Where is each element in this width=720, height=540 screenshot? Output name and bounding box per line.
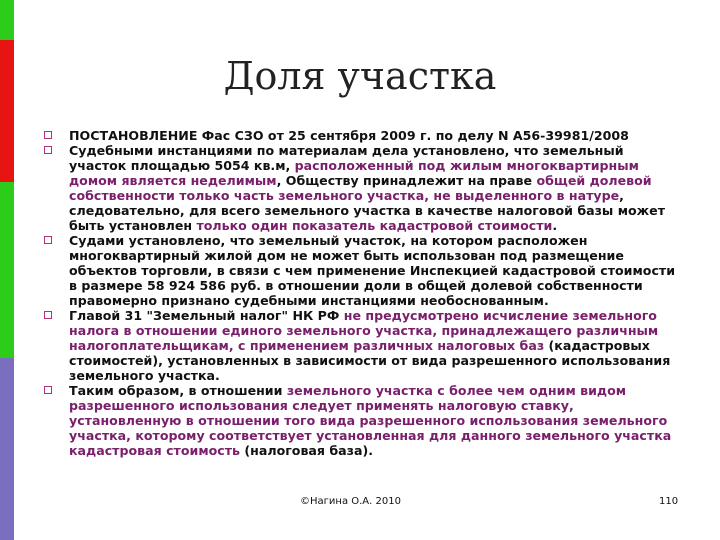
page-number: 110 [659,496,679,507]
body-text: ПОСТАНОВЛЕНИЕ Фас СЗО от 25 сентября 2009 г. по делу N А56-39981/2008 [69,128,629,143]
square-bullet-icon [44,236,52,244]
body-text: Судами установлено, что земельный участок, на котором расположен многоквартирный жилой дом не может быть использован под размещение объектов торговли, в связи с чем применение Инспекцией кадастровой стоимости в размере 58 924 586 руб. в отношении доли в общей долевой собственности правомерно признано судебными инстанциями необоснованным. [69,233,676,308]
body-text: (кадастровых стоимостей), установленных в зависимости от вида разрешенного использования земельного участка. [69,338,671,383]
body-text: Таким образом, в отношении [69,383,287,398]
body-text: Главой 31 "Земельный налог" НК РФ [69,308,344,323]
square-bullet-icon [44,311,52,319]
highlighted-text: расположенный под жилым многоквартирным домом является неделимым [69,158,639,188]
left-bar-purple [0,358,14,540]
body-text: . [552,218,558,233]
highlighted-text: земельного участка с более чем одним видом разрешенного использования следует применять налоговую ставку, установленную в отношении того вида разрешенного использования земельного участка, которому соответствует установленная для данного земельного участка кадастровая стоимость [69,383,672,458]
highlighted-text: общей долевой собственности только часть земельного участка, не выделенного в натуре [69,173,652,203]
highlighted-text: не предусмотрено исчисление земельного налога в отношении единого земельного участка, принадлежащего различным налогоплательщикам, с применением различных налоговых баз [69,308,659,353]
slide-title: Доля участка [223,54,497,98]
square-bullet-icon [44,386,52,394]
left-bar-green-lower [0,182,14,358]
bullet-item [44,383,684,458]
bullet-item [44,143,684,233]
body-text: Судебными инстанциями по материалам дела установлено, что земельный участок площадью 5054 кв.м, [69,143,624,173]
highlighted-text: только один показатель кадастровой стоимости [196,218,553,233]
body-text: , Обществу принадлежит на праве [276,173,537,188]
left-bar-green [0,0,14,40]
body-text: , следовательно, для всего земельного участка в качестве налоговой базы может быть установлен [69,188,666,233]
square-bullet-icon [44,146,52,154]
bullet-item [44,233,684,308]
bullet-item [44,128,684,143]
footer-author: ©Нагина О.А. 2010 [300,496,401,507]
square-bullet-icon [44,131,52,139]
bullet-item [44,308,684,383]
body-text: (налоговая база). [240,443,374,458]
bullet-list [44,128,684,458]
